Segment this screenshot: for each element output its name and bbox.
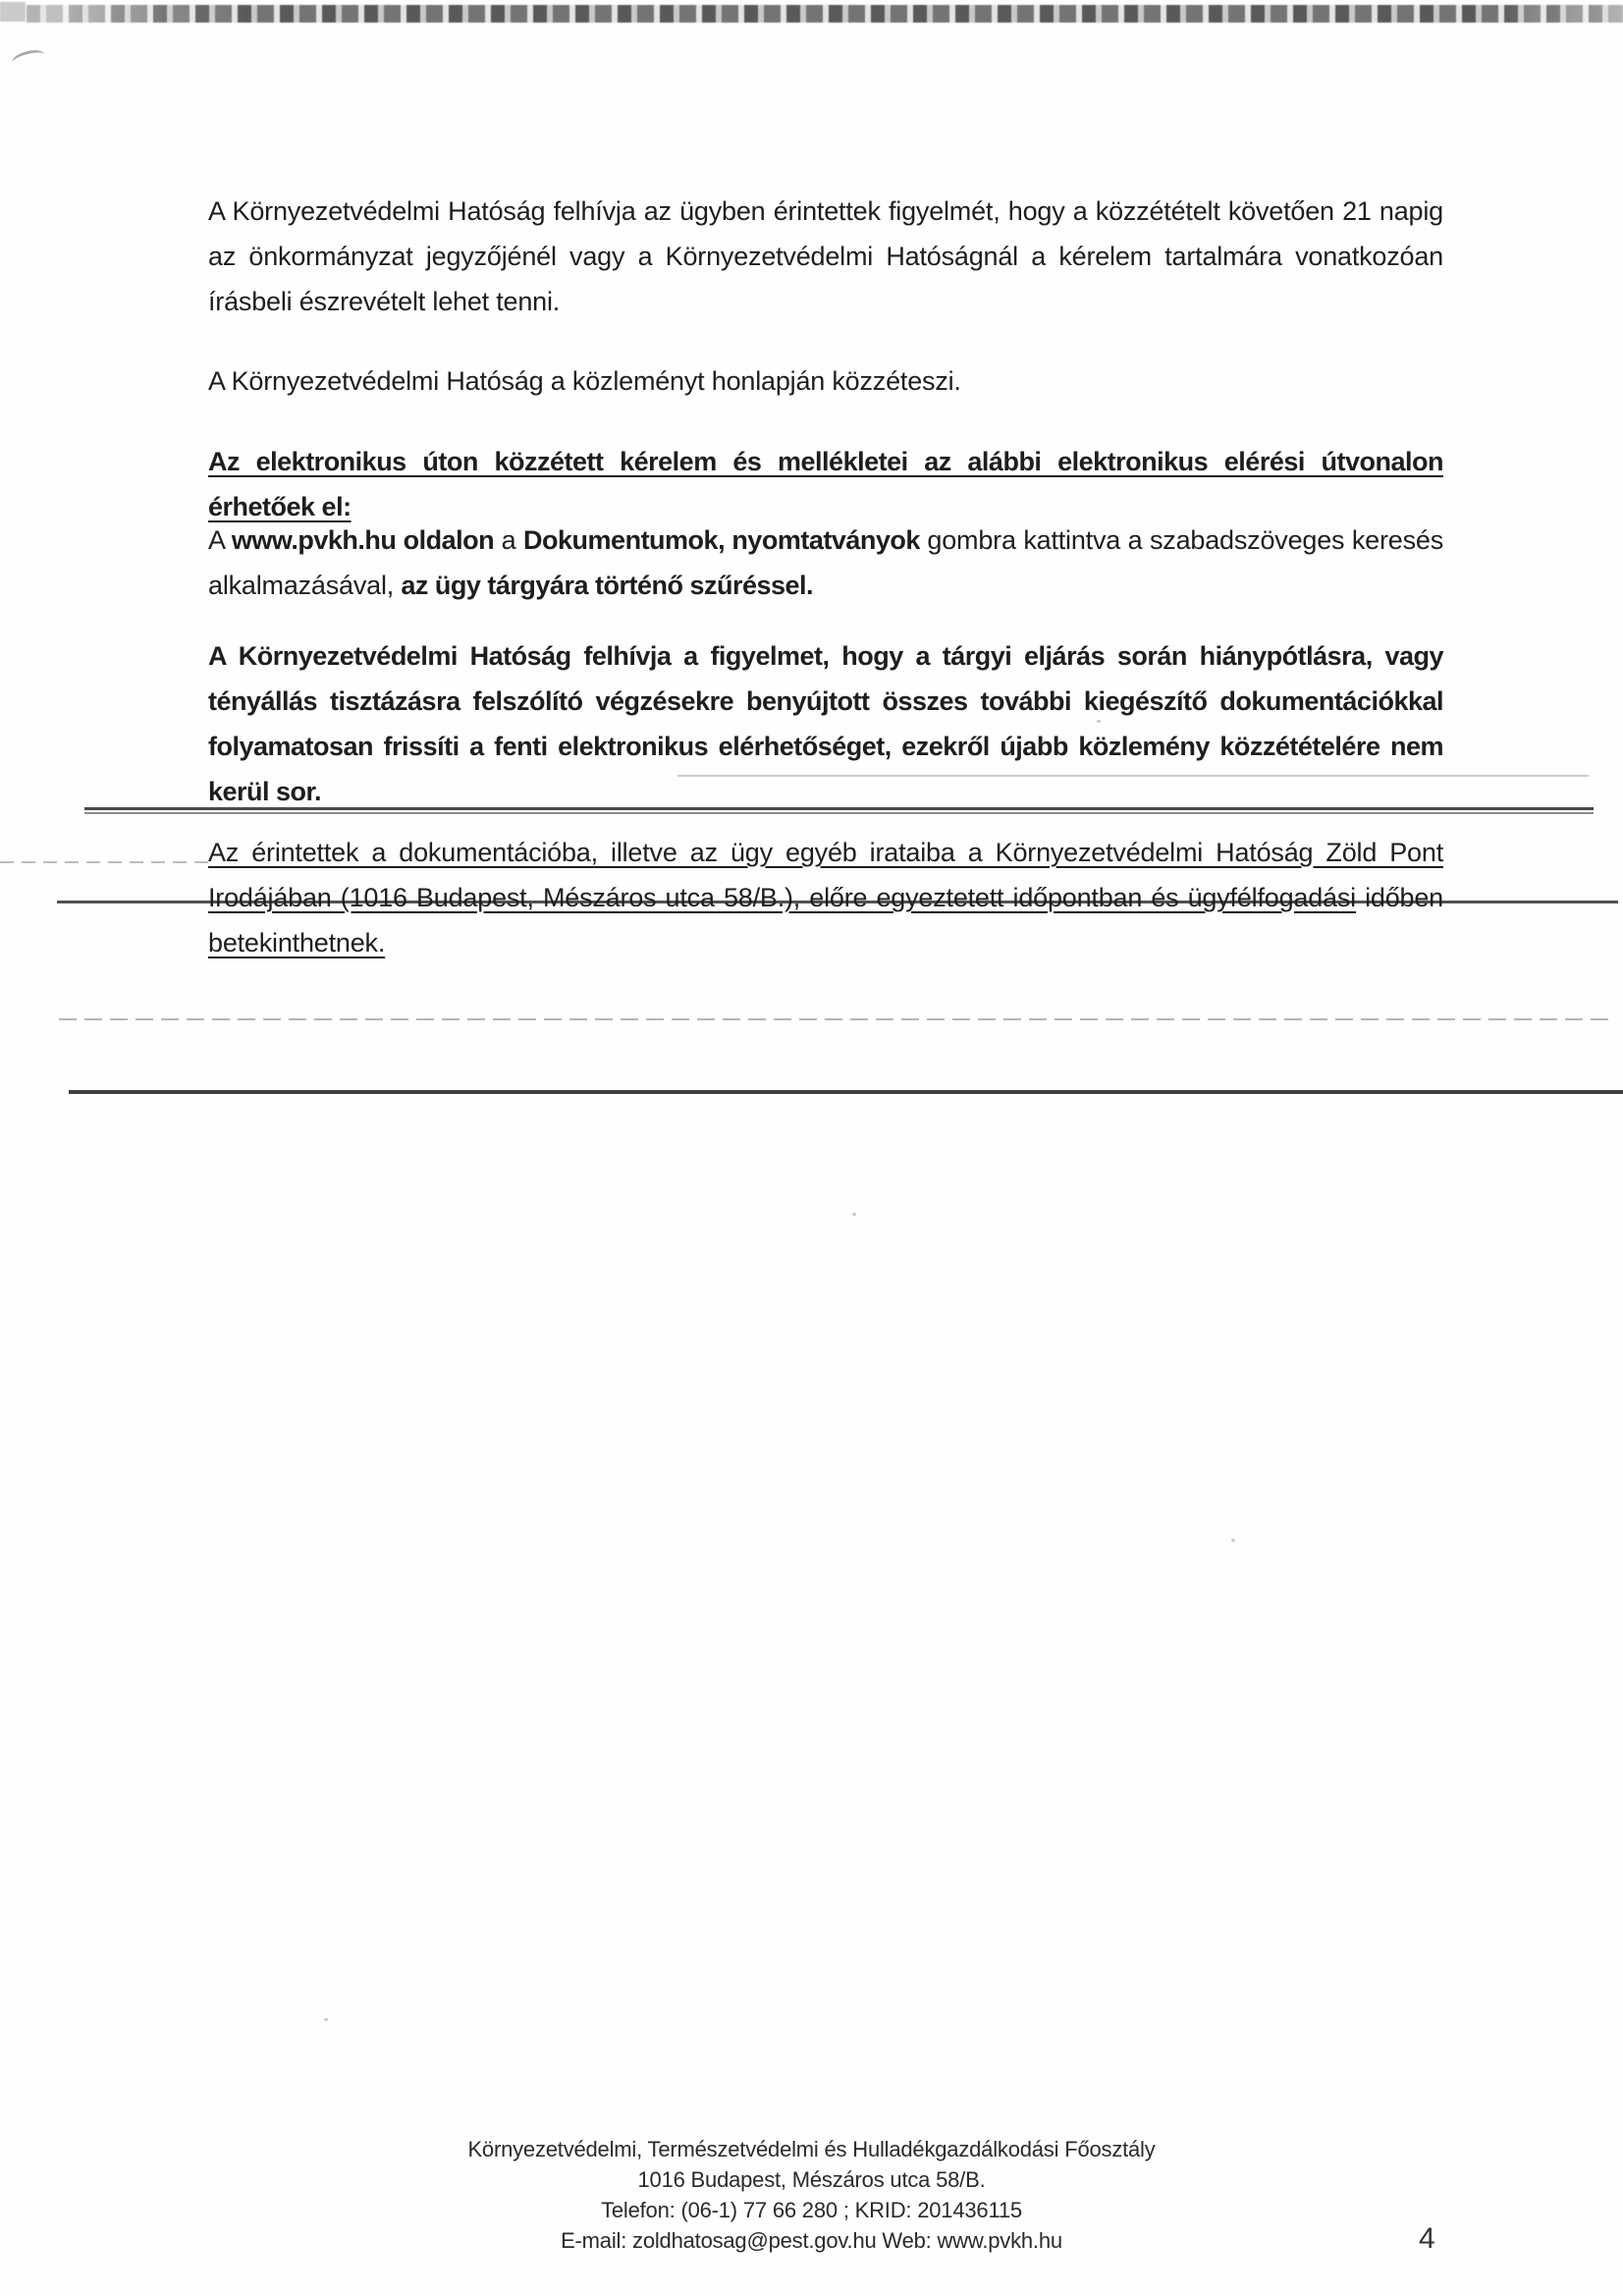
text-segment-underlined: betekinthetnek. — [208, 928, 386, 957]
footer-phone-krid: Telefon: (06-1) 77 66 280 ; KRID: 201436115 — [601, 2198, 1022, 2222]
paragraph-website-instructions — [208, 518, 1443, 608]
text-segment-bold-documents: Dokumentumok, nyomtatványok — [523, 525, 920, 555]
text-segment: A — [208, 525, 232, 555]
page-number: 4 — [1419, 2222, 1435, 2255]
scan-artifact-squiggle — [11, 47, 47, 70]
scan-artifact-left-stub-line — [0, 861, 208, 863]
scan-speck — [324, 2018, 328, 2021]
scan-artifact-speckled-line — [59, 1018, 1610, 1020]
scan-artifact-top-band — [27, 5, 1623, 23]
text-segment-bold-website: www.pvkh.hu oldalon — [231, 525, 495, 555]
footer-department: Környezetvédelmi, Természetvédelmi és Hulladékgazdálkodási Főosztály — [467, 2137, 1156, 2161]
scan-artifact-top-corner — [0, 2, 26, 22]
paragraph-update-notice: A Környezetvédelmi Hatóság felhívja a figyelmet, hogy a tárgyi eljárás során hiánypótlásra, vagy tényállás tisztázásra felszólító végzésekre benyújtott összes további kiegészítő dokumentációkkal folyamatosan frissíti a fenti elektronikus elérhetőséget, ezekről újabb közlemény közzétételére nem kerül sor. — [208, 641, 1443, 806]
footer-address: 1016 Budapest, Mészáros utca 58/B. — [637, 2167, 986, 2192]
heading-electronic-access: Az elektronikus úton közzétett kérelem és mellékletei az alábbi elektronikus elérési útvonalon érhetőek el: — [208, 447, 1443, 521]
text-segment-bold-filter: az ügy tárgyára történő szűréssel. — [401, 571, 814, 600]
text-segment: a — [494, 525, 524, 555]
footer-block — [0, 2134, 1623, 2256]
scan-speck — [852, 1213, 856, 1216]
text-segment: időben — [1355, 883, 1443, 912]
paragraph-publication-notice: A Környezetvédelmi Hatóság a közleményt honlapján közzéteszi. — [208, 366, 961, 396]
text-segment: gombra kattintva a szabadszöveges keresés alkalmazásával, — [208, 525, 1444, 600]
paragraph-inspection-notice — [208, 830, 1443, 965]
text-segment-underlined: Az érintettek a dokumentációba, illetve az ügy egyéb irataiba a Környezetvédelmi Hatóság Zöld Pont Irodájában (1016 Budapest, Mészáros utca 58/B.), előre egyeztetett időpontban és ügyfélfogadási — [208, 838, 1443, 912]
scan-speck — [1231, 1539, 1235, 1542]
paragraph-observation-notice: A Környezetvédelmi Hatóság felhívja az ügyben érintettek figyelmét, hogy a közzétételt követően 21 napig az önkormányzat jegyzőjénél vagy a Környezetvédelmi Hatóságnál a kérelem tartalmára vonatkozóan írásbeli észrevételt lehet tenni. — [208, 196, 1443, 316]
footer-email-web: E-mail: zoldhatosag@pest.gov.hu Web: www.pvkh.hu — [561, 2228, 1062, 2253]
scan-artifact-dark-rule — [69, 1090, 1623, 1094]
